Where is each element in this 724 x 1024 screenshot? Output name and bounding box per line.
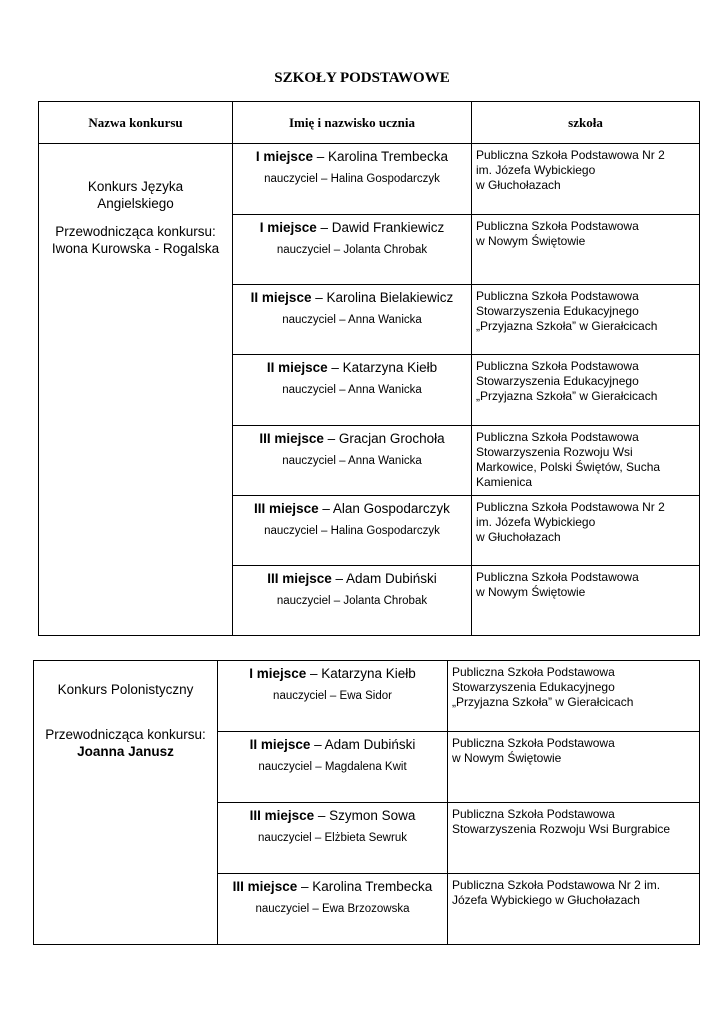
header-contest: Nazwa konkursu [39, 102, 233, 144]
school-line: w Głuchołazach [476, 530, 561, 544]
teacher-name: nauczyciel – Anna Wanicka [282, 384, 422, 396]
school-line: Kamienica [476, 475, 533, 489]
student-name: – Katarzyna Kiełb [331, 360, 438, 375]
school-cell [448, 661, 700, 732]
table-header-row [39, 102, 700, 144]
student-cell [233, 496, 472, 566]
page-title: SZKOŁY PODSTAWOWE [274, 70, 450, 86]
school-line: im. Józefa Wybickiego [476, 163, 596, 177]
place-label: II miejsce [250, 290, 312, 305]
school-line: Publiczna Szkoła Podstawowa [452, 736, 615, 750]
student-name: – Gracjan Grochoła [327, 431, 445, 446]
school-line: Stowarzyszenia Edukacyjnego [452, 680, 615, 694]
teacher-name: nauczyciel – Magdalena Kwit [258, 761, 407, 773]
school-cell [448, 874, 700, 945]
school-line: „Przyjazna Szkoła” w Gierałcicach [452, 695, 634, 709]
student-name: – Dawid Frankiewicz [320, 220, 445, 235]
school-line: im. Józefa Wybickiego [476, 515, 596, 529]
place-label: II miejsce [266, 360, 328, 375]
school-line: Publiczna Szkoła Podstawowa [476, 359, 639, 373]
header-school: szkoła [472, 102, 700, 144]
school-line: Józefa Wybickiego w Głuchołazach [452, 893, 640, 907]
school-cell [472, 496, 700, 566]
school-line: Publiczna Szkoła Podstawowa [476, 219, 639, 233]
school-line: „Przyjazna Szkoła” w Gierałcicach [476, 319, 658, 333]
teacher-name: nauczyciel – Anna Wanicka [282, 455, 422, 467]
student-name: – Katarzyna Kiełb [310, 666, 416, 681]
table-row [34, 661, 700, 732]
place-label: III miejsce [259, 431, 324, 446]
place-label: I miejsce [249, 666, 307, 681]
school-cell [472, 144, 700, 215]
student-cell [218, 732, 448, 803]
teacher-name: nauczyciel – Ewa Sidor [273, 690, 392, 702]
student-name: – Adam Dubiński [335, 571, 437, 586]
place-label: III miejsce [254, 501, 319, 516]
school-line: Stowarzyszenia Rozwoju Wsi [476, 445, 633, 459]
student-name: – Karolina Trembecka [316, 149, 449, 164]
student-name: – Karolina Bielakiewicz [315, 290, 454, 305]
student-cell [233, 355, 472, 426]
teacher-name: nauczyciel – Halina Gospodarczyk [264, 525, 440, 537]
school-cell [472, 426, 700, 496]
contest-cell [34, 661, 218, 945]
school-line: Stowarzyszenia Edukacyjnego [476, 374, 639, 388]
contest-cell [39, 144, 233, 636]
school-line: w Nowym Świętowie [476, 585, 586, 599]
student-cell [218, 661, 448, 732]
teacher-name: nauczyciel – Jolanta Chrobak [276, 244, 428, 256]
place-label: I miejsce [259, 220, 317, 235]
student-cell [218, 803, 448, 874]
student-cell [218, 874, 448, 945]
student-name: – Alan Gospodarczyk [322, 501, 450, 516]
student-name: – Adam Dubiński [314, 737, 416, 752]
student-cell [233, 566, 472, 636]
school-line: Publiczna Szkoła Podstawowa [452, 807, 615, 821]
school-line: Publiczna Szkoła Podstawowa Nr 2 [476, 148, 665, 162]
school-line: w Nowym Świętowie [452, 751, 562, 765]
school-line: Publiczna Szkoła Podstawowa [476, 430, 639, 444]
school-cell [472, 285, 700, 355]
place-label: III miejsce [232, 879, 298, 894]
school-line: Markowice, Polski Świętów, Sucha [476, 460, 661, 474]
teacher-name: nauczyciel – Anna Wanicka [282, 314, 422, 326]
school-cell [472, 566, 700, 636]
teacher-name: nauczyciel – Elżbieta Sewruk [258, 832, 407, 844]
school-line: Publiczna Szkoła Podstawowa Nr 2 im. [452, 878, 661, 892]
english-contest-table [38, 101, 700, 636]
student-cell [233, 285, 472, 355]
student-name: – Szymon Sowa [317, 808, 416, 823]
contest-name: Konkurs Języka Angielskiego [87, 179, 184, 211]
school-cell [472, 355, 700, 426]
school-cell [448, 732, 700, 803]
contest-chair: Przewodnicząca konkursu: Joanna Janusz [45, 727, 206, 759]
school-cell [448, 803, 700, 874]
student-name: – Karolina Trembecka [300, 879, 433, 894]
place-label: III miejsce [249, 808, 315, 823]
student-cell [233, 426, 472, 496]
school-line: Publiczna Szkoła Podstawowa [476, 289, 639, 303]
student-cell [233, 144, 472, 215]
teacher-name: nauczyciel – Jolanta Chrobak [276, 595, 428, 607]
teacher-name: nauczyciel – Halina Gospodarczyk [264, 173, 440, 185]
school-line: Publiczna Szkoła Podstawowa [476, 570, 639, 584]
school-line: w Głuchołazach [476, 178, 561, 192]
place-label: II miejsce [249, 737, 311, 752]
school-line: w Nowym Świętowie [476, 234, 586, 248]
school-line: „Przyjazna Szkoła” w Gierałcicach [476, 389, 658, 403]
school-line: Stowarzyszenia Edukacyjnego [476, 304, 639, 318]
student-cell [233, 215, 472, 285]
contest-chair: Przewodnicząca konkursu: Iwona Kurowska - Rogalska [51, 224, 220, 256]
place-label: I miejsce [255, 149, 313, 164]
teacher-name: nauczyciel – Ewa Brzozowska [255, 903, 410, 915]
header-student: Imię i nazwisko ucznia [233, 102, 472, 144]
school-line: Publiczna Szkoła Podstawowa Nr 2 [476, 500, 665, 514]
contest-name: Konkurs Polonistyczny [57, 682, 194, 697]
school-line: Publiczna Szkoła Podstawowa [452, 665, 615, 679]
polish-contest-table [33, 660, 700, 945]
school-cell [472, 215, 700, 285]
place-label: III miejsce [267, 571, 332, 586]
school-line: Stowarzyszenia Rozwoju Wsi Burgrabice [452, 822, 671, 836]
table-row [39, 144, 700, 215]
